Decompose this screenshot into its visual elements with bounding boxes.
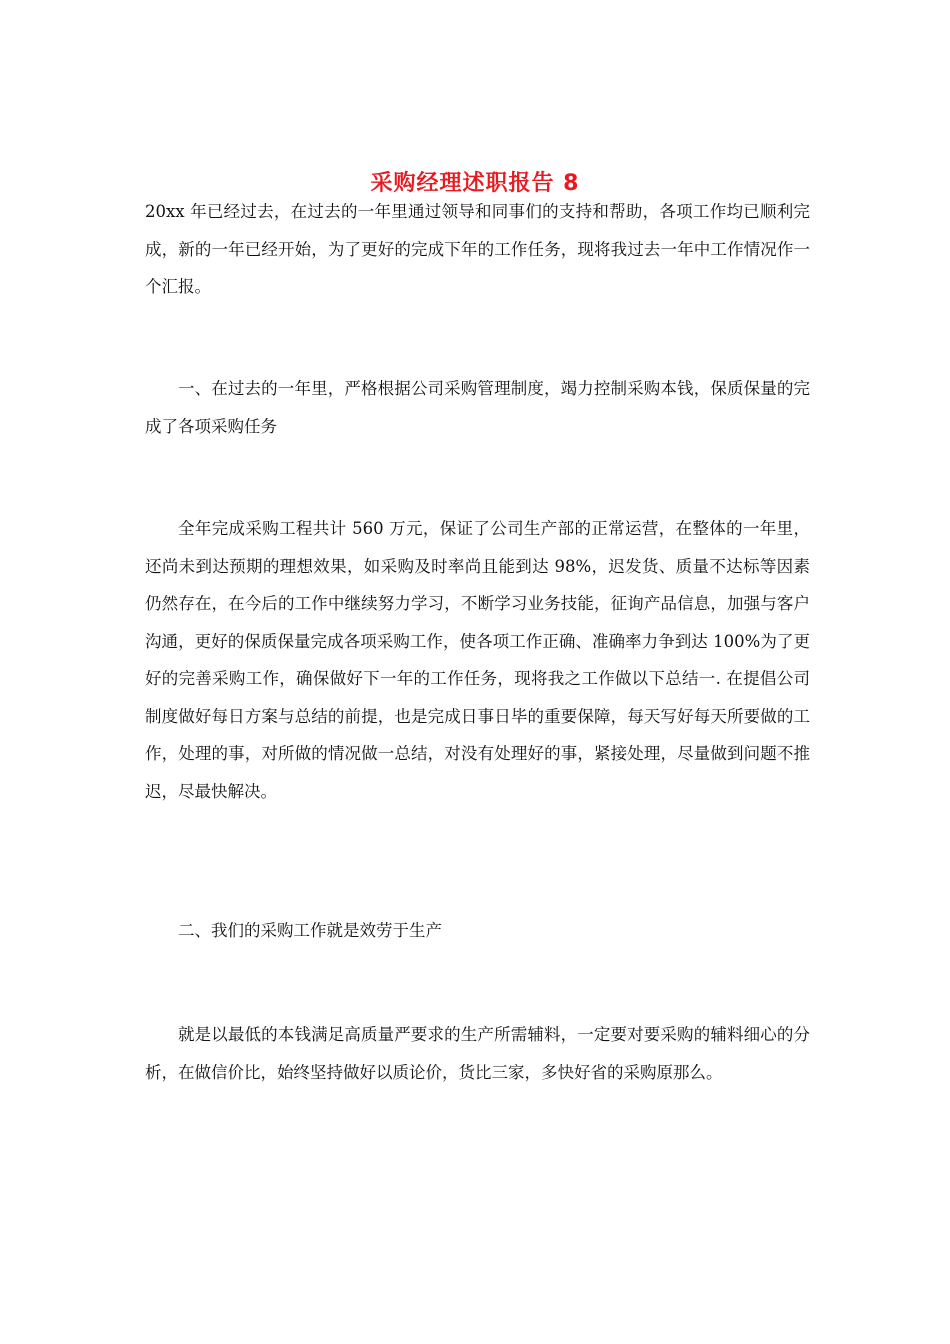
section-two-body: 就是以最低的本钱满足高质量严要求的生产所需辅料，一定要对要采购的辅料细心的分析，在做信价比，始终坚持做好以质论价，货比三家，多快好省的采购原那么。 bbox=[145, 1025, 810, 1082]
document-title: 采购经理述职报告 8 bbox=[370, 170, 580, 196]
section-two-heading: 二、我们的采购工作就是效劳于生产 bbox=[178, 921, 442, 940]
section-one-heading: 一、在过去的一年里，严格根据公司采购管理制度，竭力控制采购本钱，保质保量的完成了各项采购任务 bbox=[145, 379, 810, 436]
intro-paragraph: 20xx 年已经过去，在过去的一年里通过领导和同事们的支持和帮助，各项工作均已顺利完成，新的一年已经开始，为了更好的完成下年的工作任务，现将我过去一年中工作情况作一个汇报。 bbox=[145, 202, 810, 296]
section-one-body: 全年完成采购工程共计 560 万元，保证了公司生产部的正常运营，在整体的一年里，还尚未到达预期的理想效果，如采购及时率尚且能到达 98%，迟发货、质量不达标等因素仍然存在，在今后的工作中继续努力学习，不断学习业务技能，征询产品信息，加强与客户沟通，更好的保质保量完成各项采购工作，使各项工作正确、准确率力争到达 100%为了更好的完善采购工作，确保做好下一年的工作任务，现将我之工作做以下总结一. 在提倡公司制度做好每日方案与总结的前提，也是完成日事日毕的重要保障，每天写好每天所要做的工作，处理的事，对所做的情况做一总结，对没有处理好的事，紧接处理，尽量做到问题不推迟，尽最快解决。 bbox=[145, 519, 810, 801]
